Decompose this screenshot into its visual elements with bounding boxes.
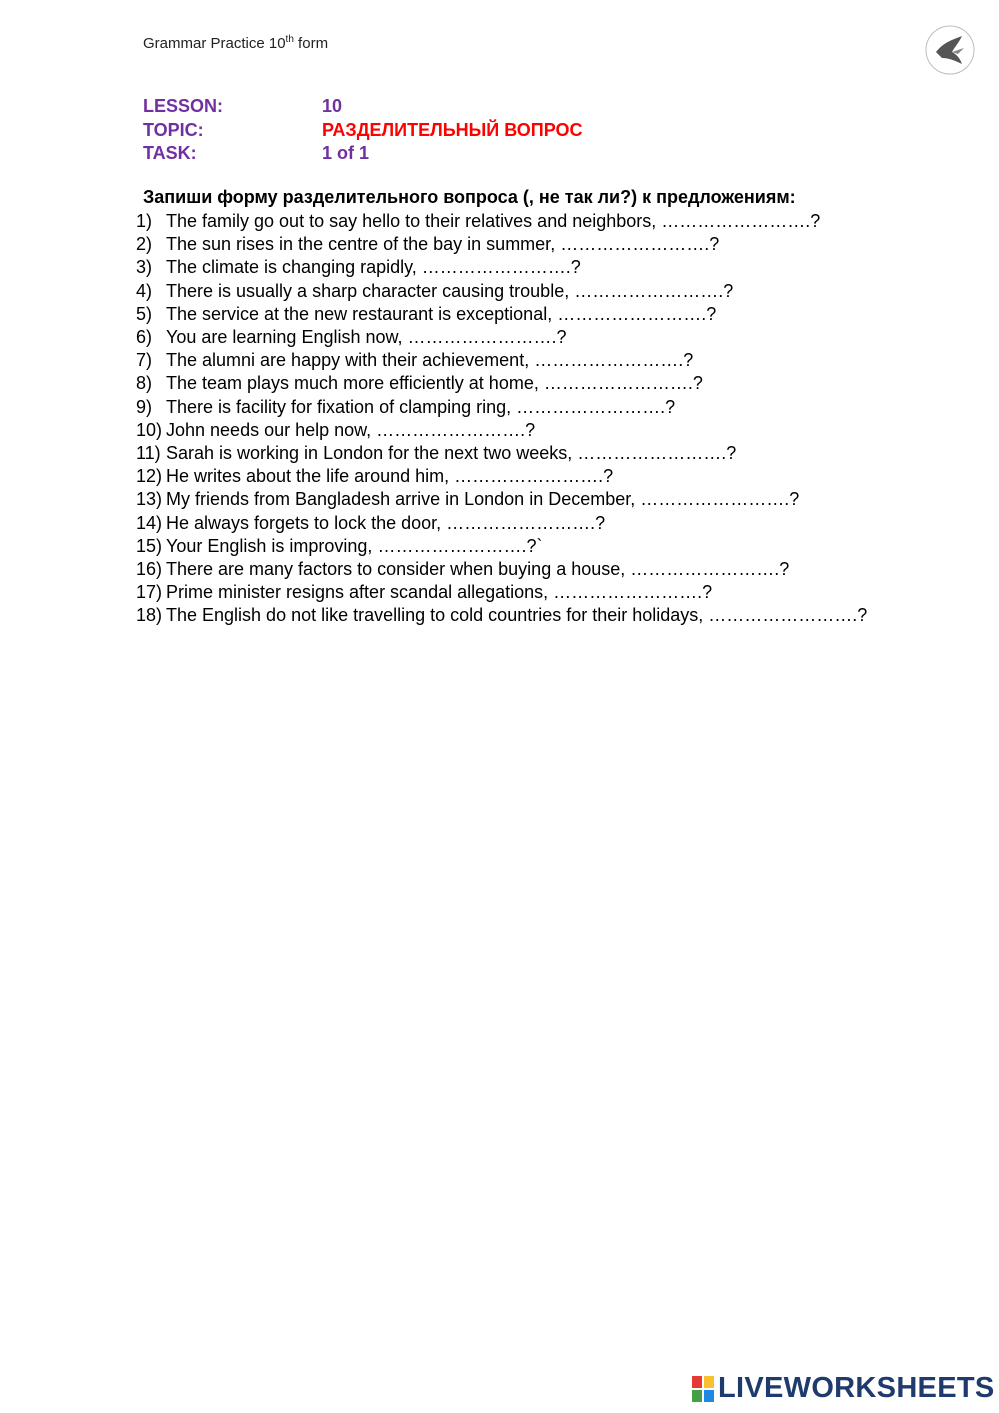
- exercise-item: [136, 233, 916, 256]
- header-title-superscript: th: [285, 34, 294, 45]
- lesson-value: 10: [322, 96, 343, 116]
- document-header: [143, 34, 328, 52]
- topic-row: [143, 119, 582, 143]
- exercise-number: 14): [136, 512, 163, 533]
- exercise-text: There are many factors to consider when buying a house, …………………….?: [166, 559, 790, 580]
- exercise-number: 6): [136, 327, 153, 348]
- exercise-item: [136, 465, 916, 488]
- exercise-text: The alumni are happy with their achievement, …………………….?: [166, 350, 694, 371]
- lesson-label: LESSON:: [143, 96, 224, 116]
- logo-tile: [704, 1390, 714, 1402]
- exercise-item: [136, 488, 916, 511]
- exercise-number: 11): [136, 443, 161, 464]
- topic-label: TOPIC:: [143, 119, 204, 140]
- exercise-item: [136, 303, 916, 326]
- exercise-text: The climate is changing rapidly, …………………….?: [166, 257, 581, 278]
- exercise-item: [136, 512, 916, 535]
- exercise-number: 3): [136, 257, 153, 278]
- liveworksheets-logo-icon: [692, 1376, 714, 1402]
- lesson-meta: [143, 95, 582, 166]
- topic-value: РАЗДЕЛИТЕЛЬНЫЙ ВОПРОС: [322, 119, 583, 140]
- exercise-item: [136, 581, 916, 604]
- exercise-item: [136, 396, 916, 419]
- exercise-item: [136, 558, 916, 581]
- exercise-item: [136, 372, 916, 395]
- exercise-number: 1): [136, 211, 153, 231]
- exercise-item: [136, 280, 916, 303]
- exercise-text: The sun rises in the centre of the bay in summer, …………………….?: [166, 234, 720, 255]
- exercise-number: 10): [136, 419, 163, 440]
- exercise-item: [136, 604, 916, 627]
- exercise-text: You are learning English now, …………………….?: [166, 327, 567, 348]
- exercise-text: My friends from Bangladesh arrive in London in December, …………………….?: [166, 489, 800, 510]
- liveworksheets-wordmark: LIVEWORKSHEETS: [718, 1372, 995, 1404]
- bird-emblem-icon: [922, 22, 978, 78]
- task-value: 1 of 1: [322, 143, 370, 163]
- exercise-number: 16): [136, 559, 163, 580]
- exercise-text: The team plays much more efficiently at home, …………………….?: [166, 373, 703, 394]
- exercise-text: Your English is improving, …………………….?`: [166, 535, 543, 556]
- exercise-number: 8): [136, 373, 153, 394]
- exercise-text: The service at the new restaurant is exceptional, …………………….?: [166, 303, 717, 324]
- exercise-item: [136, 442, 916, 465]
- exercise-number: 13): [136, 489, 163, 510]
- exercise-number: 15): [136, 535, 163, 556]
- exercise-number: 18): [136, 605, 163, 626]
- exercise-text: He always forgets to lock the door, …………………….?: [166, 512, 606, 533]
- exercise-number: 17): [136, 582, 163, 603]
- exercise-number: 7): [136, 350, 153, 371]
- exercise-text: John needs our help now, …………………….?: [166, 419, 536, 440]
- liveworksheets-brand: [692, 1372, 995, 1405]
- exercise-text: He writes about the life around him, …………………….?: [166, 466, 614, 487]
- exercise-text: Prime minister resigns after scandal allegations, …………………….?: [166, 582, 713, 603]
- exercise-item: [136, 256, 916, 279]
- exercise-text: The English do not like travelling to cold countries for their holidays, …………………….?: [166, 605, 868, 626]
- exercise-item: [136, 419, 916, 442]
- exercise-text: There is usually a sharp character causing trouble, …………………….?: [166, 280, 734, 301]
- exercise-text: Sarah is working in London for the next two weeks, …………………….?: [166, 443, 737, 464]
- header-title: Grammar Practice 10: [143, 35, 286, 52]
- exercise-list: [136, 210, 916, 628]
- task-row: [143, 142, 582, 166]
- exercise-text: The family go out to say hello to their relatives and neighbors, …………………….?: [166, 211, 821, 231]
- instruction: Запиши форму разделительного вопроса (, не так ли?) к предложениям:: [143, 187, 796, 207]
- logo-tile: [692, 1390, 702, 1402]
- logo-tile: [704, 1376, 714, 1388]
- lesson-row: [143, 95, 582, 119]
- exercise-number: 4): [136, 280, 153, 301]
- exercise-item: [136, 535, 916, 558]
- exercise-number: 9): [136, 396, 153, 417]
- logo-tile: [692, 1376, 702, 1388]
- exercise-number: 5): [136, 303, 153, 324]
- exercise-item: [136, 349, 916, 372]
- task-label: TASK:: [143, 143, 197, 163]
- exercise-number: 12): [136, 466, 163, 487]
- header-title-suffix: form: [293, 35, 329, 52]
- exercise-item: [136, 210, 916, 233]
- exercise-item: [136, 326, 916, 349]
- exercise-number: 2): [136, 234, 153, 255]
- exercise-text: There is facility for fixation of clamping ring, …………………….?: [166, 396, 676, 417]
